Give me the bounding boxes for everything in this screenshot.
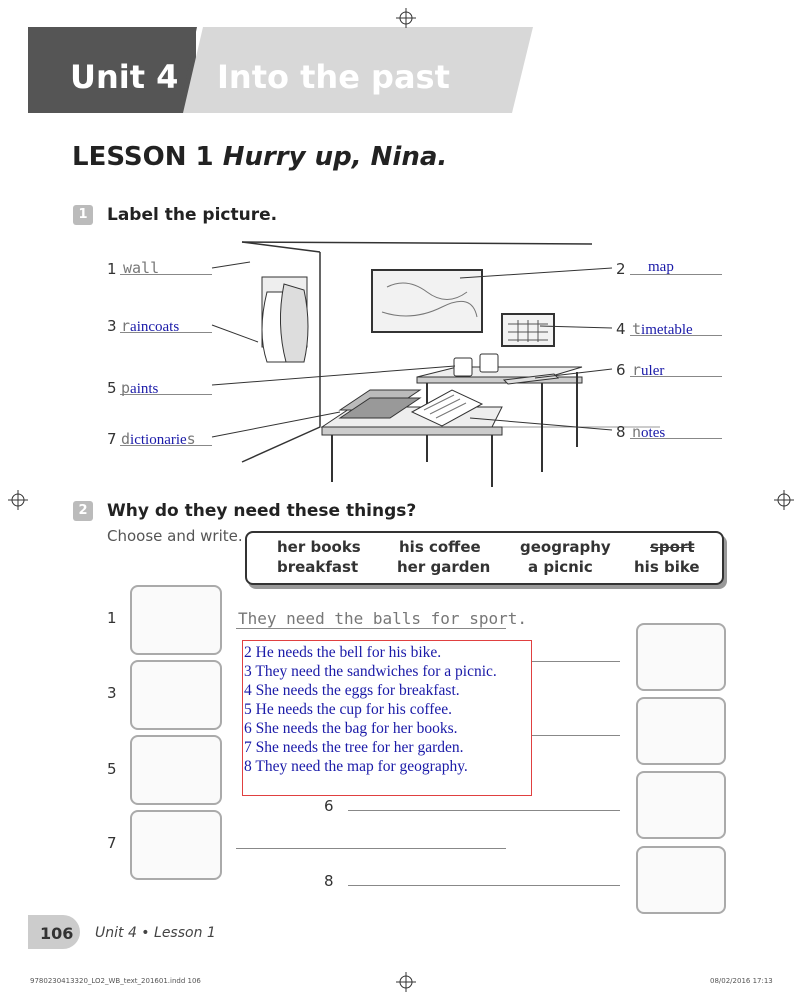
word-option: geography: [520, 538, 611, 556]
exercise-number: 2: [73, 501, 93, 521]
lesson-title: Hurry up, Nina.: [222, 142, 448, 172]
answer-line: [348, 810, 620, 811]
label-number-6: 6: [616, 361, 626, 379]
first-letter: n: [632, 423, 642, 441]
answer-text: aints: [130, 381, 159, 397]
first-letter: t: [632, 320, 642, 338]
answer-text: ictionarie: [130, 432, 187, 448]
label-number-5: 5: [107, 379, 117, 397]
unit-title: Into the past: [217, 58, 450, 96]
registration-mark-icon: [396, 972, 416, 992]
label-number-3: 3: [107, 317, 117, 335]
answer-line-text: 3 They need the sandwiches for a picnic.: [244, 663, 497, 680]
answer-text: imetable: [641, 322, 693, 338]
picture-map: [636, 846, 726, 914]
answer-text: uler: [641, 363, 665, 379]
item-number: 1: [107, 609, 117, 627]
answer-line-text: 6 She needs the bag for her books.: [244, 720, 458, 737]
label-number-1: 1: [107, 260, 117, 278]
answer-line-text: 4 She needs the eggs for breakfast.: [244, 682, 460, 699]
last-letter: s: [186, 430, 196, 448]
label-number-2: 2: [616, 260, 626, 278]
item-number: 8: [324, 872, 334, 890]
label-answer-2: map: [648, 259, 674, 275]
first-letter: r: [121, 317, 131, 335]
word-option: his coffee: [399, 538, 481, 556]
answer-overlay-box: [242, 640, 532, 796]
answer-line-text: 7 She needs the tree for her garden.: [244, 739, 464, 756]
first-letter: r: [632, 361, 642, 379]
answer-line: [530, 735, 620, 736]
word-option: her books: [277, 538, 361, 556]
answer-line-text: 8 They need the map for geography.: [244, 758, 468, 775]
word-option: his bike: [634, 558, 700, 576]
exercise-title: Label the picture.: [107, 205, 278, 225]
answer-text: aincoats: [130, 319, 180, 335]
item-number: 5: [107, 760, 117, 778]
exercise-instruction: Choose and write.: [107, 527, 243, 545]
picture-eggs: [636, 697, 726, 765]
item-number: 6: [324, 797, 334, 815]
answer-line-text: 2 He needs the bell for his bike.: [244, 644, 442, 661]
picture-bell: [636, 623, 726, 691]
example-answer: They need the balls for sport.: [238, 609, 527, 628]
print-slug-right: 08/02/2016 17:13: [710, 977, 773, 985]
unit-label: Unit 4: [70, 58, 179, 96]
label-number-4: 4: [616, 320, 626, 338]
first-letter: p: [121, 379, 131, 397]
label-answer-1: wall: [123, 259, 160, 277]
picture-balls: [130, 585, 222, 655]
answer-line: [236, 848, 506, 849]
word-option: breakfast: [277, 558, 359, 576]
word-option-crossed: sport: [650, 538, 695, 556]
answer-line: [348, 885, 620, 886]
exercise-number: 1: [73, 205, 93, 225]
picture-sandwiches: [130, 660, 222, 730]
answer-text: otes: [641, 425, 666, 441]
word-option: a picnic: [528, 558, 593, 576]
answer-line: [236, 628, 506, 629]
label-number-7: 7: [107, 430, 117, 448]
word-option: her garden: [397, 558, 491, 576]
label-number-8: 8: [616, 423, 626, 441]
answer-line-text: 5 He needs the cup for his coffee.: [244, 701, 453, 718]
print-slug-left: 9780230413320_LO2_WB_text_201601.indd 106: [30, 977, 201, 985]
exercise-title: Why do they need these things?: [107, 501, 417, 521]
footer-text: Unit 4 • Lesson 1: [95, 925, 216, 941]
item-number: 3: [107, 684, 117, 702]
picture-cup: [130, 735, 222, 805]
first-letter: d: [121, 430, 131, 448]
picture-bag: [636, 771, 726, 839]
picture-tree: [130, 810, 222, 880]
lesson-number: LESSON 1: [72, 142, 214, 172]
item-number: 7: [107, 834, 117, 852]
page-number: 106: [40, 924, 74, 943]
answer-line: [530, 661, 620, 662]
